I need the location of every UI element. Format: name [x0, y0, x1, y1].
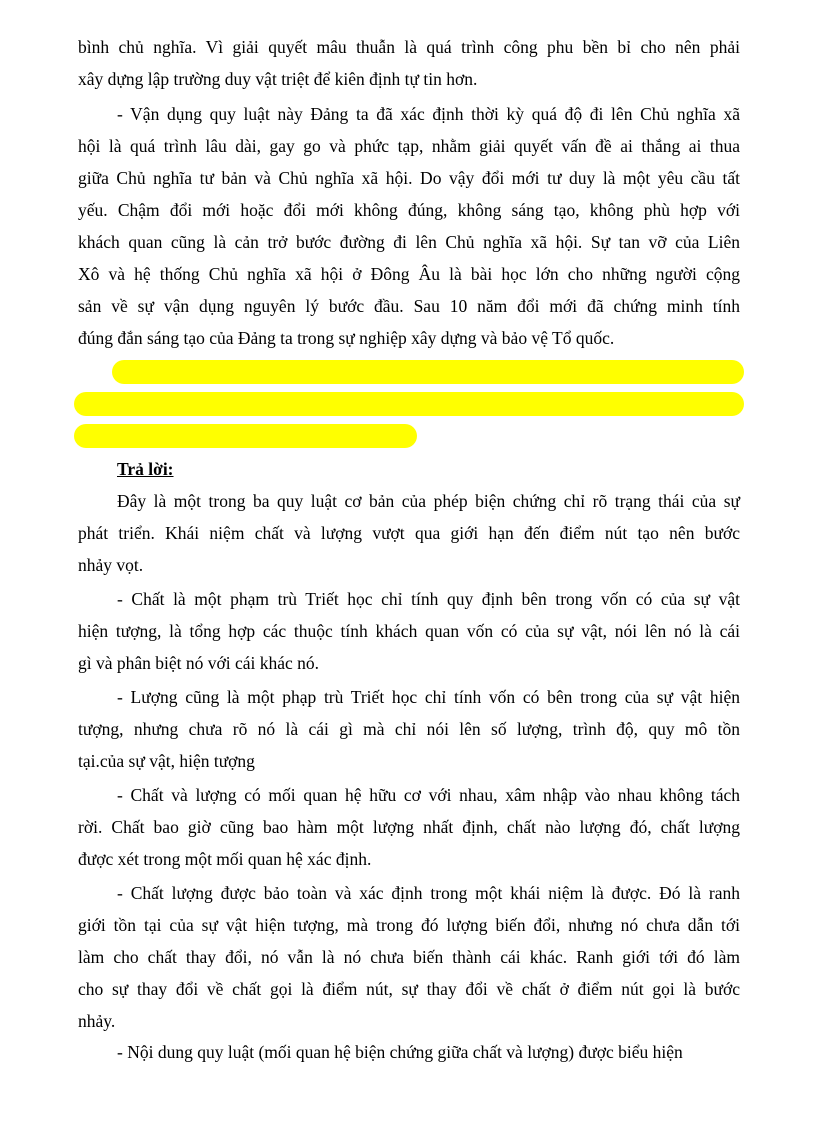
paragraph-line: phát triển. Khái niệm chất và lượng vượt qua giới hạn đến điểm nút tạo nên bước: [78, 523, 740, 543]
paragraph-line: giữa Chủ nghĩa tư bản và Chủ nghĩa xã hội. Do vậy đổi mới tư duy là một yêu cầu tất: [78, 168, 740, 188]
paragraph-line: cho sự thay đổi về chất gọi là điểm nút, sự thay đổi về chất ở điểm nút gọi là bước: [78, 979, 740, 999]
paragraph-line: đúng đắn sáng tạo của Đảng ta trong sự nghiệp xây dựng và bảo vệ Tổ quốc.: [78, 328, 615, 348]
paragraph-line: - Chất và lượng có mối quan hệ hữu cơ với nhau, xâm nhập vào nhau không tách: [117, 785, 740, 805]
paragraph-line: - Chất là một phạm trù Triết học chỉ tính quy định bên trong vốn có của sự vật: [117, 589, 740, 609]
paragraph-line: hội là quá trình lâu dài, gay go và phức tạp, nhằm giải quyết vấn đề ai thắng ai thua: [78, 136, 740, 156]
highlight-redaction: [74, 424, 417, 448]
paragraph-line: khách quan cũng là cản trở bước đường đi lên Chủ nghĩa xã hội. Sự tan vỡ của Liên: [78, 232, 740, 252]
paragraph-line: giới tồn tại của sự vật hiện tượng, mà trong đó lượng biến đổi, nhưng nó chưa dẫn tới: [78, 915, 740, 935]
paragraph-line: tượng, nhưng chưa rõ nó là cái gì mà chỉ nói lên số lượng, trình độ, quy mô tồn: [78, 719, 740, 739]
paragraph-line: - Chất lượng được bảo toàn và xác định trong một khái niệm là được. Đó là ranh: [117, 883, 740, 903]
paragraph-line: bình chủ nghĩa. Vì giải quyết mâu thuẫn là quá trình công phu bền bỉ cho nên phải: [78, 37, 740, 57]
paragraph-line: gì và phân biệt nó với cái khác nó.: [78, 653, 320, 673]
paragraph-line: - Vận dụng quy luật này Đảng ta đã xác định thời kỳ quá độ đi lên Chủ nghĩa xã: [117, 104, 740, 124]
paragraph-line: - Lượng cũng là một phạp trù Triết học chỉ tính vốn có bên trong của sự vật hiện: [117, 687, 740, 707]
highlight-redaction: [112, 360, 744, 384]
paragraph-line: xây dựng lập trường duy vật triệt để kiên định tự tin hơn.: [78, 69, 478, 89]
paragraph-line: Xô và hệ thống Chủ nghĩa xã hội ở Đông Âu là bài học lớn cho những người cộng: [78, 264, 740, 284]
paragraph-line: làm cho chất thay đổi, nó vẫn là nó chưa biến thành cái khác. Ranh giới tới đó làm: [78, 947, 740, 967]
paragraph-line: - Nội dung quy luật (mối quan hệ biện chứng giữa chất và lượng) được biểu hiện: [117, 1042, 683, 1062]
paragraph-line: yếu. Chậm đổi mới hoặc đổi mới không đúng, không sáng tạo, không phù hợp với: [78, 200, 740, 220]
paragraph-line: nhảy vọt.: [78, 555, 144, 575]
paragraph-line: Đây là một trong ba quy luật cơ bản của phép biện chứng chỉ rõ trạng thái của sự: [117, 491, 740, 511]
paragraph-line: rời. Chất bao giờ cũng bao hàm một lượng nhất định, chất nào lượng đó, chất lượng: [78, 817, 740, 837]
paragraph-line: tại.của sự vật, hiện tượng: [78, 751, 255, 771]
paragraph-line: sản về sự vận dụng nguyên lý bước đầu. Sau 10 năm đổi mới đã chứng minh tính: [78, 296, 740, 316]
paragraph-line: hiện tượng, là tổng hợp các thuộc tính khách quan vốn có của sự vật, nói lên nó là cái: [78, 621, 740, 641]
paragraph-line: được xét trong một mối quan hệ xác định.: [78, 849, 372, 869]
answer-heading: Trả lời:: [117, 459, 174, 479]
paragraph-line: nhảy.: [78, 1011, 116, 1031]
highlight-redaction: [74, 392, 744, 416]
